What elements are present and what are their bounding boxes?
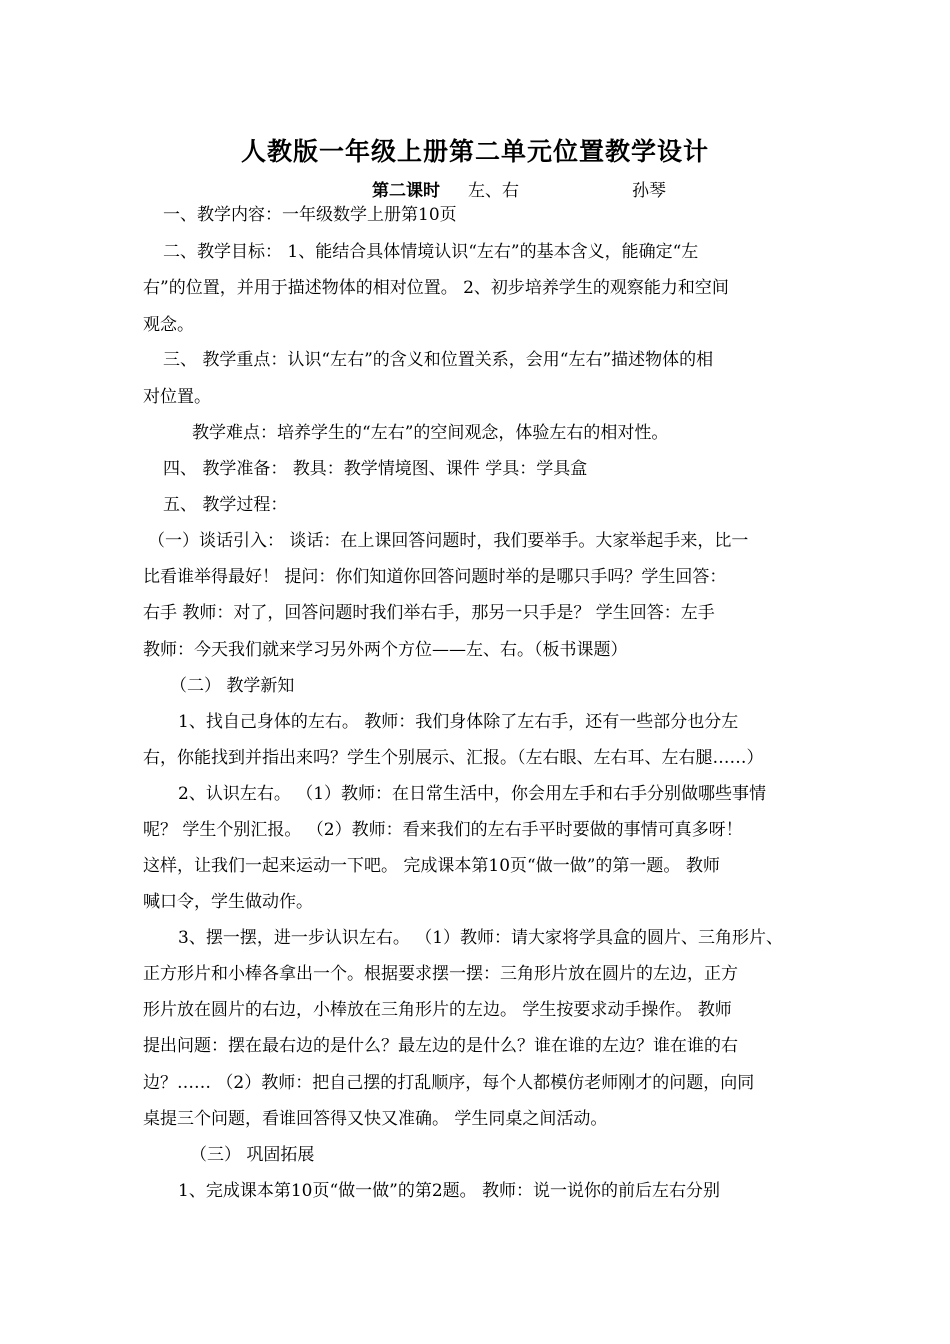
body-line: 四、 教学准备： 教具：教学情境图、课件 学具：学具盒	[163, 459, 588, 479]
body-line: 观念。	[143, 315, 194, 335]
body-line: 形片放在圆片的右边，小棒放在三角形片的左边。 学生按要求动手操作。 教师	[143, 1000, 732, 1020]
body-line: 边？…… （2）教师：把自己摆的打乱顺序，每个人都模仿老师刚才的问题，向同	[143, 1073, 755, 1093]
body-line: 3、摆一摆，进一步认识左右。 （1）教师：请大家将学具盒的圆片、三角形片、	[178, 928, 784, 948]
body-line: 教师：今天我们就来学习另外两个方位——左、右。（板书课题）	[143, 640, 628, 660]
body-line: 三、 教学重点：认识“左右”的含义和位置关系，会用“左右”描述物体的相	[163, 350, 714, 370]
body-line: 2、认识左右。 （1）教师：在日常生活中，你会用左手和右手分别做哪些事情	[178, 784, 767, 804]
body-line: 右手 教师：对了，回答问题时我们举右手，那另一只手是？ 学生回答：左手	[143, 603, 715, 623]
body-line: 1、完成课本第10页“做一做”的第2题。 教师：说一说你的前后左右分别	[178, 1181, 721, 1201]
body-line: 呢？ 学生个别汇报。 （2）教师：看来我们的左右手平时要做的事情可真多呀！	[143, 820, 743, 840]
body-line: 1、找自己身体的左右。 教师：我们身体除了左右手，还有一些部分也分左	[178, 712, 739, 732]
document-title: 人教版一年级上册第二单元位置教学设计	[240, 137, 709, 166]
body-line: 正方形片和小棒各拿出一个。根据要求摆一摆：三角形片放在圆片的左边，正方	[143, 964, 738, 984]
body-line: 二、教学目标： 1、能结合具体情境认识“左右”的基本含义，能确定“左	[163, 242, 699, 262]
body-line: 右”的位置，并用于描述物体的相对位置。 2、初步培养学生的观察能力和空间	[143, 278, 729, 298]
body-line: （一）谈话引入： 谈话：在上课回答问题时，我们要举手。大家举起手来，比一	[148, 531, 749, 551]
body-line: 喊口令，学生做动作。	[143, 892, 313, 912]
lesson-label: 第二课时	[372, 181, 440, 201]
body-line: 右，你能找到并指出来吗？学生个别展示、汇报。（左右眼、左右耳、左右腿……）	[143, 748, 764, 768]
body-line: （二） 教学新知	[170, 676, 295, 696]
body-line: 教学难点：培养学生的“左右”的空间观念，体验左右的相对性。	[192, 423, 669, 443]
body-line: 对位置。	[143, 387, 211, 407]
body-line: 一、教学内容：一年级数学上册第10页	[163, 205, 457, 225]
body-line: 这样，让我们一起来运动一下吧。 完成课本第10页“做一做”的第一题。 教师	[143, 856, 720, 876]
body-line: 桌提三个问题，看谁回答得又快又准确。 学生同桌之间活动。	[143, 1109, 608, 1129]
lesson-topic: 左、右	[468, 181, 519, 201]
body-line: 提出问题：摆在最右边的是什么？最左边的是什么？谁在谁的左边？谁在谁的右	[143, 1036, 738, 1056]
body-line: （三） 巩固拓展	[190, 1145, 315, 1165]
author-name: 孙琴	[632, 181, 666, 201]
body-line: 比看谁举得最好！ 提问：你们知道你回答问题时举的是哪只手吗？学生回答：	[143, 567, 727, 587]
body-line: 五、 教学过程：	[163, 495, 288, 515]
